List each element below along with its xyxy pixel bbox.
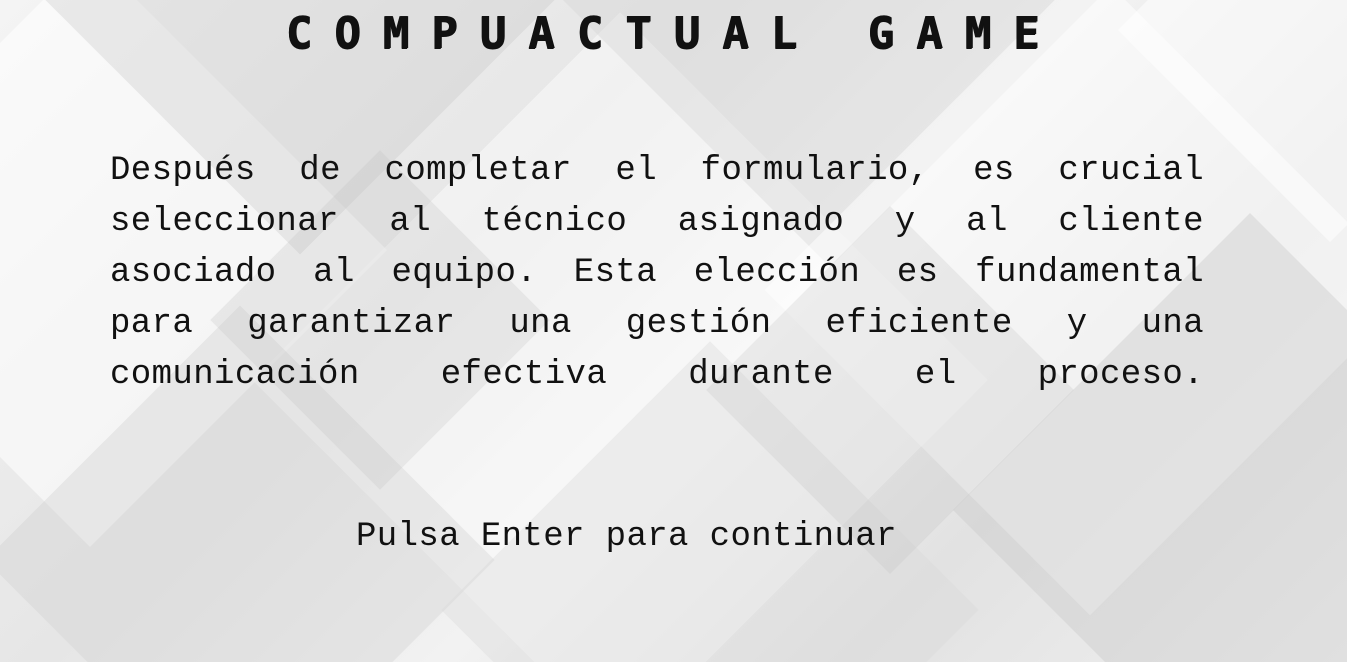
continue-prompt[interactable]: Pulsa Enter para continuar (356, 518, 897, 556)
instruction-text: Después de completar el formulario, es crucial seleccionar al técnico asignado y al cliente asociado al equipo. Esta elección es fundamental para garantizar una gestión eficiente y una comunicación efectiva durante el proceso. (110, 152, 1204, 394)
game-title: COMPUACTUAL GAME (285, 8, 1062, 59)
